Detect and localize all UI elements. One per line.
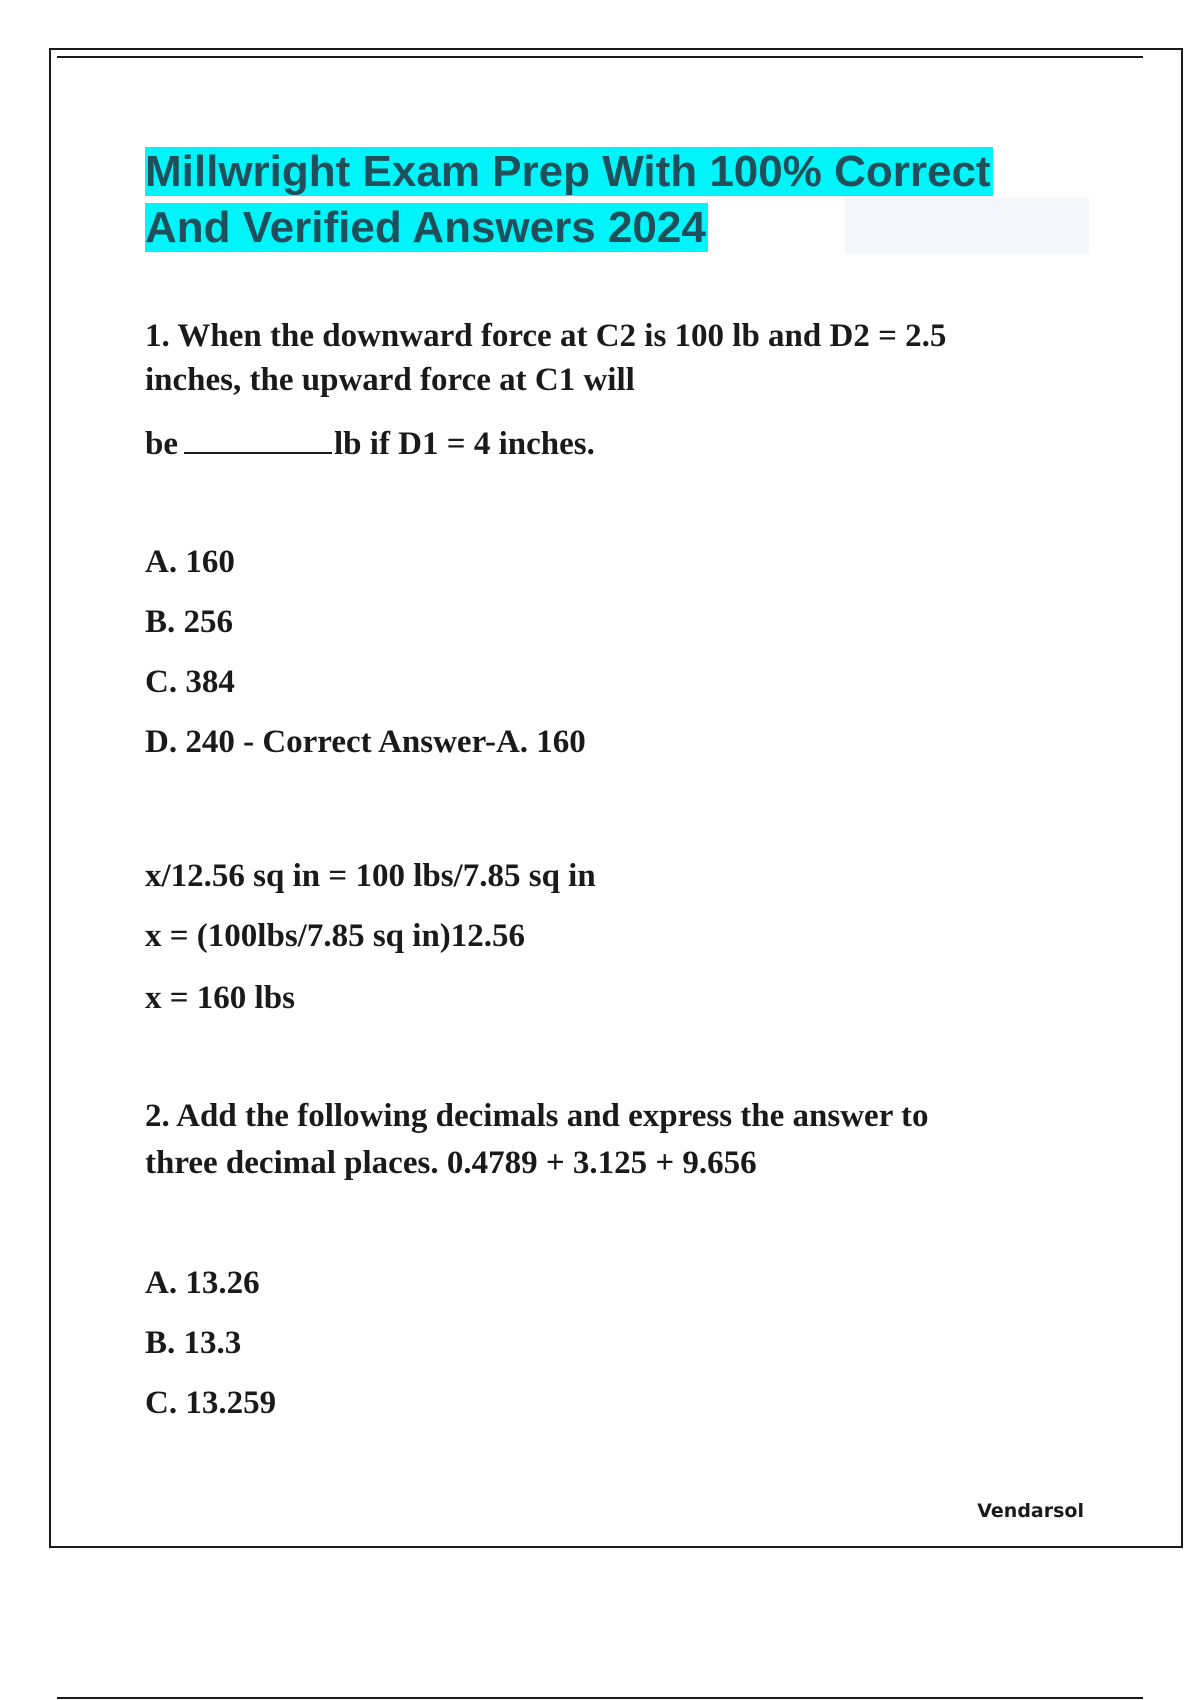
q1-stem-line-3 [145, 424, 595, 463]
q1-option-b: B. 256 [145, 604, 234, 640]
q2-option-c: C. 13.259 [145, 1385, 277, 1421]
q2-option-b: B. 13.3 [145, 1325, 242, 1361]
q2-stem-line-2: three decimal places. 0.4789 + 3.125 + 9.656 [145, 1145, 757, 1181]
q1-option-a: A. 160 [145, 544, 235, 580]
answer-blank [184, 424, 332, 454]
q1-stem-before-blank: be [145, 426, 178, 462]
q1-work-line-2: x = (100lbs/7.85 sq in)12.56 [145, 918, 526, 954]
q1-work-line-1: x/12.56 sq in = 100 lbs/7.85 sq in [145, 858, 596, 894]
q1-stem-after-blank: lb if D1 = 4 inches. [334, 426, 595, 462]
document-title [145, 144, 1089, 256]
title-line-1: Millwright Exam Prep With 100% Correct [145, 147, 991, 196]
page-border [49, 48, 1183, 1548]
q1-stem-line-1: 1. When the downward force at C2 is 100 lb and D2 = 2.5 [145, 318, 947, 354]
q2-stem-line-1: 2. Add the following decimals and express the answer to [145, 1098, 929, 1134]
title-line-2: And Verified Answers 2024 [145, 203, 706, 252]
footer-brand: Vendarsol [977, 1500, 1084, 1522]
q1-option-d: D. 240 - Correct Answer-A. 160 [145, 724, 586, 760]
bottom-rule [57, 1697, 1143, 1699]
q1-stem-line-2: inches, the upward force at C1 will [145, 362, 635, 398]
q1-work-line-3: x = 160 lbs [145, 980, 295, 1016]
top-rule [57, 56, 1143, 58]
q2-option-a: A. 13.26 [145, 1265, 260, 1301]
q1-option-c: C. 384 [145, 664, 235, 700]
